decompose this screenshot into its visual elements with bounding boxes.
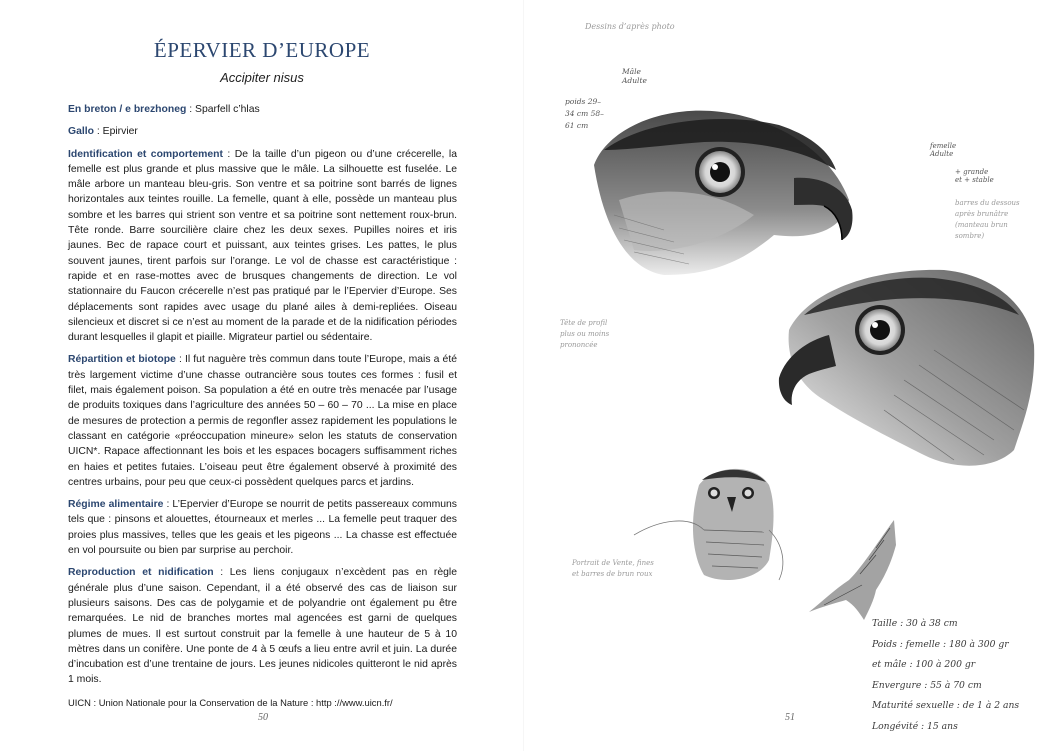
species-description bbox=[68, 102, 457, 717]
note-top: Dessins d’après photo bbox=[585, 22, 675, 31]
identification-text: : De la taille d’un pigeon ou d’une crécerelle, la femelle est plus grande et plus massive que le mâle. La silhouette est fuselée. Le mâle arbore un manteau bleu-gris. Son ventre et sa poitrine sont barrés de lignes horizontales aux teintes rouille. La femelle, quant à elle, possède un manteau plus sombre et les barres qui strient son ventre et sa poitrine sont nettement roux-brun. Tête ronde. Barre sourcilière claire chez les deux sexes. Pupilles noires et iris jaunes. Bec de rapace court et puissant, aux teintes grises. Les pattes, le plus souvent jaunes, tirent parfois sur l’orange. Le vol de chasse est caractéristique : rapide et en rase-mottes avec de brusques changements de direction. Le vol stationnaire du Faucon crécerelle n’est pas pratiqué par le l’Epervier d’Europe. Ses déplacements sont rapides avec usage du plané ailes à demi-repliées. Oiseau silencieux et discret si ce n’est au moment de la parade et de la nidification périodes durant lesquelles il glapit et piaille. Migrateur partiel ou sédentaire. bbox=[68, 148, 457, 344]
note-male: Mâle Adulte bbox=[622, 67, 647, 85]
note-sizes: poids 29–34 cm 58–61 cm bbox=[565, 97, 604, 130]
gallo-text: : Epirvier bbox=[93, 126, 138, 138]
note-female-size: + grande et + stable bbox=[955, 168, 994, 184]
note-female: femelle Adulte bbox=[930, 142, 957, 158]
regime-label: Régime alimentaire bbox=[68, 499, 164, 511]
stat-maturity: Maturité sexuelle : de 1 à 2 ans bbox=[872, 700, 1020, 711]
stat-wingspan: Envergure : 55 à 70 cm bbox=[872, 679, 982, 691]
reproduction-label: Reproduction et nidification bbox=[68, 567, 214, 579]
stat-weight-female: Poids : femelle : 180 à 300 gr bbox=[872, 638, 1009, 650]
note-iris: barres du dessous après brunâtre (manteau brun sombre) bbox=[955, 199, 1020, 240]
male-head-sketch bbox=[594, 111, 853, 275]
stat-size: Taille : 30 à 38 cm bbox=[872, 618, 958, 629]
flying-hawk-sketch bbox=[809, 520, 896, 620]
repartition-label: Répartition et biotope bbox=[68, 354, 176, 366]
species-stats bbox=[872, 618, 1042, 741]
breton-label: En breton / e brezhoneg bbox=[68, 104, 187, 115]
repartition-text: : Il fut naguère très commun dans toute l’Europe, mais a été très largement victime d’une chasse outrancière sous toutes ces formes : fusil et filet, mais également poison. Sa population a été en outre très menacée par l’usage de produits toxiques dans l’agriculture des années 50 – 60 – 70 ... La mise en place de mesures de protection a permis de regonfler assez rapidement les populations le classant en catégorie «préoccupation mineure» selon les statuts de conservation UICN*. Rapace affectionnant les bois et les espaces bocagers suffisamment riches en haies et petites futaies. L’oiseau peut être également observé à proximité des centres urbains, pour peu que ceux-ci possèdent quelques parcs et jardins. bbox=[68, 354, 458, 488]
identification-section bbox=[68, 147, 457, 346]
page-title: ÉPERVIER D’EUROPE bbox=[153, 38, 371, 62]
note-juvenile: Portrait de Vente, fines et barres de brun roux bbox=[572, 559, 654, 578]
left-page bbox=[0, 0, 524, 751]
scientific-name: Accipiter nisus bbox=[220, 70, 304, 85]
regime-text: : L’Epervier d’Europe se nourrit de petits passereaux communs tels que : pinsons et alouettes, étourneaux et merles ... La femelle peut traquer des proies plus massives, telles que les geais et les pigeons ... La chasse est effectuée en vol poursuite ou bien par surprise au perchoir. bbox=[68, 499, 457, 557]
repartition-section bbox=[68, 352, 457, 490]
regime-section bbox=[68, 497, 457, 558]
gallo-name bbox=[68, 124, 457, 139]
page-number-left: 50 bbox=[258, 712, 268, 723]
footnote: UICN : Union Nationale pour la Conservation de la Nature : http ://www.uicn.fr/ bbox=[68, 696, 393, 708]
breton-name bbox=[68, 102, 457, 117]
stat-weight-male: et mâle : 100 à 200 gr bbox=[872, 659, 976, 670]
breton-text: : Sparfell c’hlas bbox=[186, 104, 260, 115]
reproduction-text: : Les liens conjugaux n’excèdent pas en règle générale plus d’une saison. Cependant, il a été observé des cas de liaison sur plusieurs saisons. Des cas de polygamie et de polyandrie ont également pu être remarquées. Le nid de branches mortes mal agencées est garni de quelques plumes de mues. Il est surtout construit par la femelle à une hauteur de 5 à 10 mètres dans un conifère. Une ponte de 4 à 5 œufs a lieu entre avril et juin. La durée d’incubation est d’une trentaine de jours. Les jeunes nidicoles quitteront le nid après 1 mois. bbox=[68, 567, 457, 686]
note-profile: Tête de profil plus ou moins prononcée bbox=[560, 319, 610, 349]
stat-longevity: Longévité : 15 ans bbox=[872, 720, 958, 732]
page-number-right: 51 bbox=[785, 712, 795, 723]
gallo-label: Gallo bbox=[68, 126, 94, 138]
reproduction-section bbox=[68, 565, 457, 687]
identification-label: Identification et comportement bbox=[68, 148, 223, 160]
female-head-sketch bbox=[779, 270, 1034, 466]
